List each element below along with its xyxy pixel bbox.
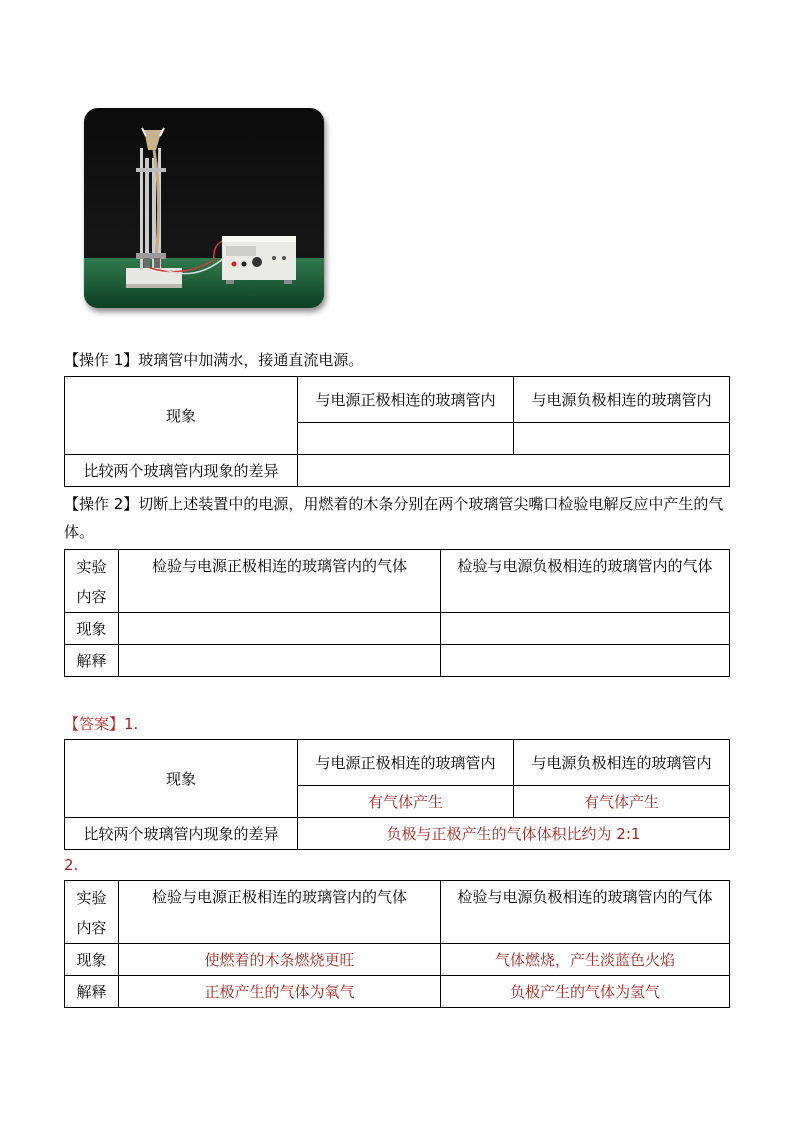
electrolysis-apparatus-photo [84, 108, 324, 308]
ans2-positive-phenomenon: 使燃着的木条燃烧更旺 [119, 944, 441, 976]
op2-label-explain: 解释 [65, 645, 119, 677]
ans2-negative-phenomenon: 气体燃烧，产生淡蓝色火焰 [441, 944, 730, 976]
op1-col-positive: 与电源正极相连的玻璃管内 [298, 377, 514, 423]
ans1-row-label-phenomenon: 现象 [65, 740, 298, 818]
answer-1-table [64, 739, 730, 850]
ans1-positive-value: 有气体产生 [298, 786, 514, 818]
ans1-compare-value: 负极与正极产生的气体体积比约为 2:1 [298, 818, 730, 850]
operation-1-heading: 【操作 1】玻璃管中加满水，接通直流电源。 [64, 351, 364, 369]
op1-col-negative: 与电源负极相连的玻璃管内 [514, 377, 730, 423]
op2-positive-phenomenon-cell [119, 613, 441, 645]
ans2-label-phenomenon: 现象 [65, 944, 119, 976]
answer-bracket: 【答案】 [64, 715, 125, 733]
op2-col-positive: 检验与电源正极相连的玻璃管内的气体 [119, 550, 441, 613]
op2-negative-explain-cell [441, 645, 730, 677]
op1-negative-cell [514, 423, 730, 455]
op2-negative-phenomenon-cell [441, 613, 730, 645]
ans2-label-content: 实验 内容 [65, 881, 119, 944]
operation-2-table [64, 549, 730, 677]
operation-2-text: 【操作 2】切断上述装置中的电源，用燃着的木条分别在两个玻璃管尖嘴口检验电解反应中产生的气体。 [64, 495, 724, 541]
op2-positive-explain-cell [119, 645, 441, 677]
ans2-col-negative: 检验与电源负极相连的玻璃管内的气体 [441, 881, 730, 944]
ans2-positive-explain: 正极产生的气体为氧气 [119, 976, 441, 1008]
ans1-compare-label: 比较两个玻璃管内现象的差异 [65, 818, 298, 850]
ans1-col-negative: 与电源负极相连的玻璃管内 [514, 740, 730, 786]
operation-1-table [64, 376, 730, 487]
op1-row-label-phenomenon: 现象 [65, 377, 298, 455]
ans1-negative-value: 有气体产生 [514, 786, 730, 818]
op1-positive-cell [298, 423, 514, 455]
answer-heading [64, 712, 138, 736]
op2-label-phenomenon: 现象 [65, 613, 119, 645]
ans2-label-explain: 解释 [65, 976, 119, 1008]
ans1-col-positive: 与电源正极相连的玻璃管内 [298, 740, 514, 786]
ans2-negative-explain: 负极产生的气体为氢气 [441, 976, 730, 1008]
op1-compare-cell [298, 455, 730, 487]
op2-label-content: 实验 内容 [65, 550, 119, 613]
op1-compare-label: 比较两个玻璃管内现象的差异 [65, 455, 298, 487]
answer-number-1: 1. [124, 715, 139, 733]
ans2-col-positive: 检验与电源正极相连的玻璃管内的气体 [119, 881, 441, 944]
answer-2-table [64, 880, 730, 1008]
answer-number-2: 2. [64, 856, 79, 874]
op2-col-negative: 检验与电源负极相连的玻璃管内的气体 [441, 550, 730, 613]
